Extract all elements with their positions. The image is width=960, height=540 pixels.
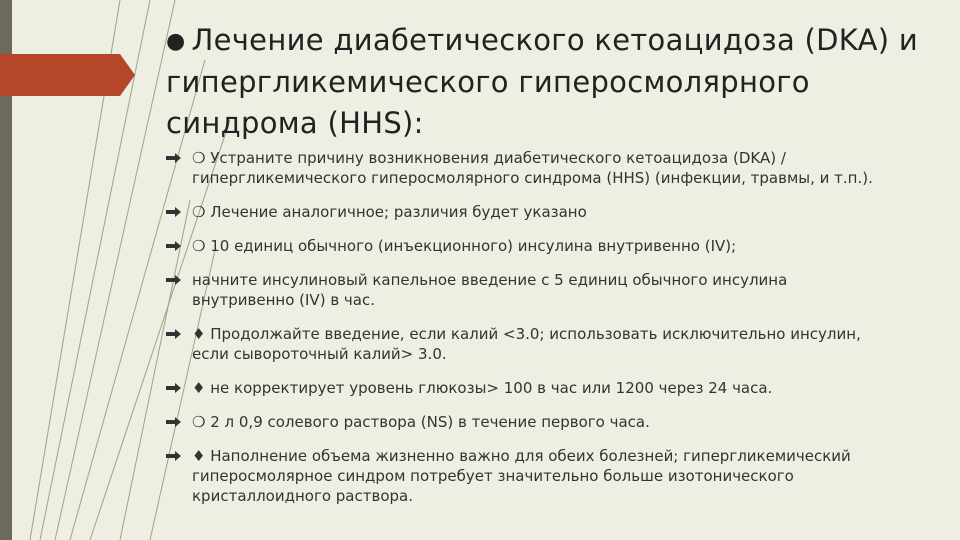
arrow-bullet-icon (166, 274, 182, 286)
list-item (166, 412, 886, 432)
bullet-list (166, 148, 886, 506)
slide-title (166, 20, 946, 144)
list-item (166, 148, 886, 188)
arrow-bullet-icon (166, 206, 182, 218)
list-item-text: ❍ 2 л 0,9 солевого раствора (NS) в течение первого часа. (192, 413, 650, 431)
list-item-text: ❍ Лечение аналогичное; различия будет указано (192, 203, 587, 221)
list-item (166, 236, 886, 256)
arrow-bullet-icon (166, 450, 182, 462)
list-item (166, 270, 886, 310)
list-item-text: ❍ Устраните причину возникновения диабетического кетоацидоза (DKA) / гипергликемического гиперосмолярного синдрома (HHS) (инфекции, травмы, и т.п.). (192, 149, 873, 187)
list-item-text: ♦ Продолжайте введение, если калий <3.0; использовать исключительно инсулин, если сывороточный калий> 3.0. (192, 325, 861, 363)
arrow-bullet-icon (166, 328, 182, 340)
arrow-bullet-icon (166, 416, 182, 428)
list-item-text: ♦ Наполнение объема жизненно важно для обеих болезней; гипергликемический гиперосмолярное синдром потребует значительно больше изотонического кристаллоидного раствора. (192, 447, 851, 505)
title-text: Лечение диабетического кетоацидоза (DKA) и гипергликемического гиперосмолярного синдрома (HHS): (166, 23, 919, 140)
list-item (166, 324, 886, 364)
red-tab-decoration (0, 40, 140, 110)
list-item (166, 378, 886, 398)
arrow-bullet-icon (166, 382, 182, 394)
list-item (166, 202, 886, 222)
arrow-bullet-icon (166, 240, 182, 252)
list-item-text: ♦ не корректирует уровень глюкозы> 100 в час или 1200 через 24 часа. (192, 379, 773, 397)
arrow-bullet-icon (166, 152, 182, 164)
title-bullet: ● (166, 29, 186, 54)
list-item-text: начните инсулиновый капельное введение с 5 единиц обычного инсулина внутривенно (IV) в час. (192, 271, 788, 309)
list-item (166, 446, 886, 506)
list-item-text: ❍ 10 единиц обычного (инъекционного) инсулина внутривенно (IV); (192, 237, 737, 255)
